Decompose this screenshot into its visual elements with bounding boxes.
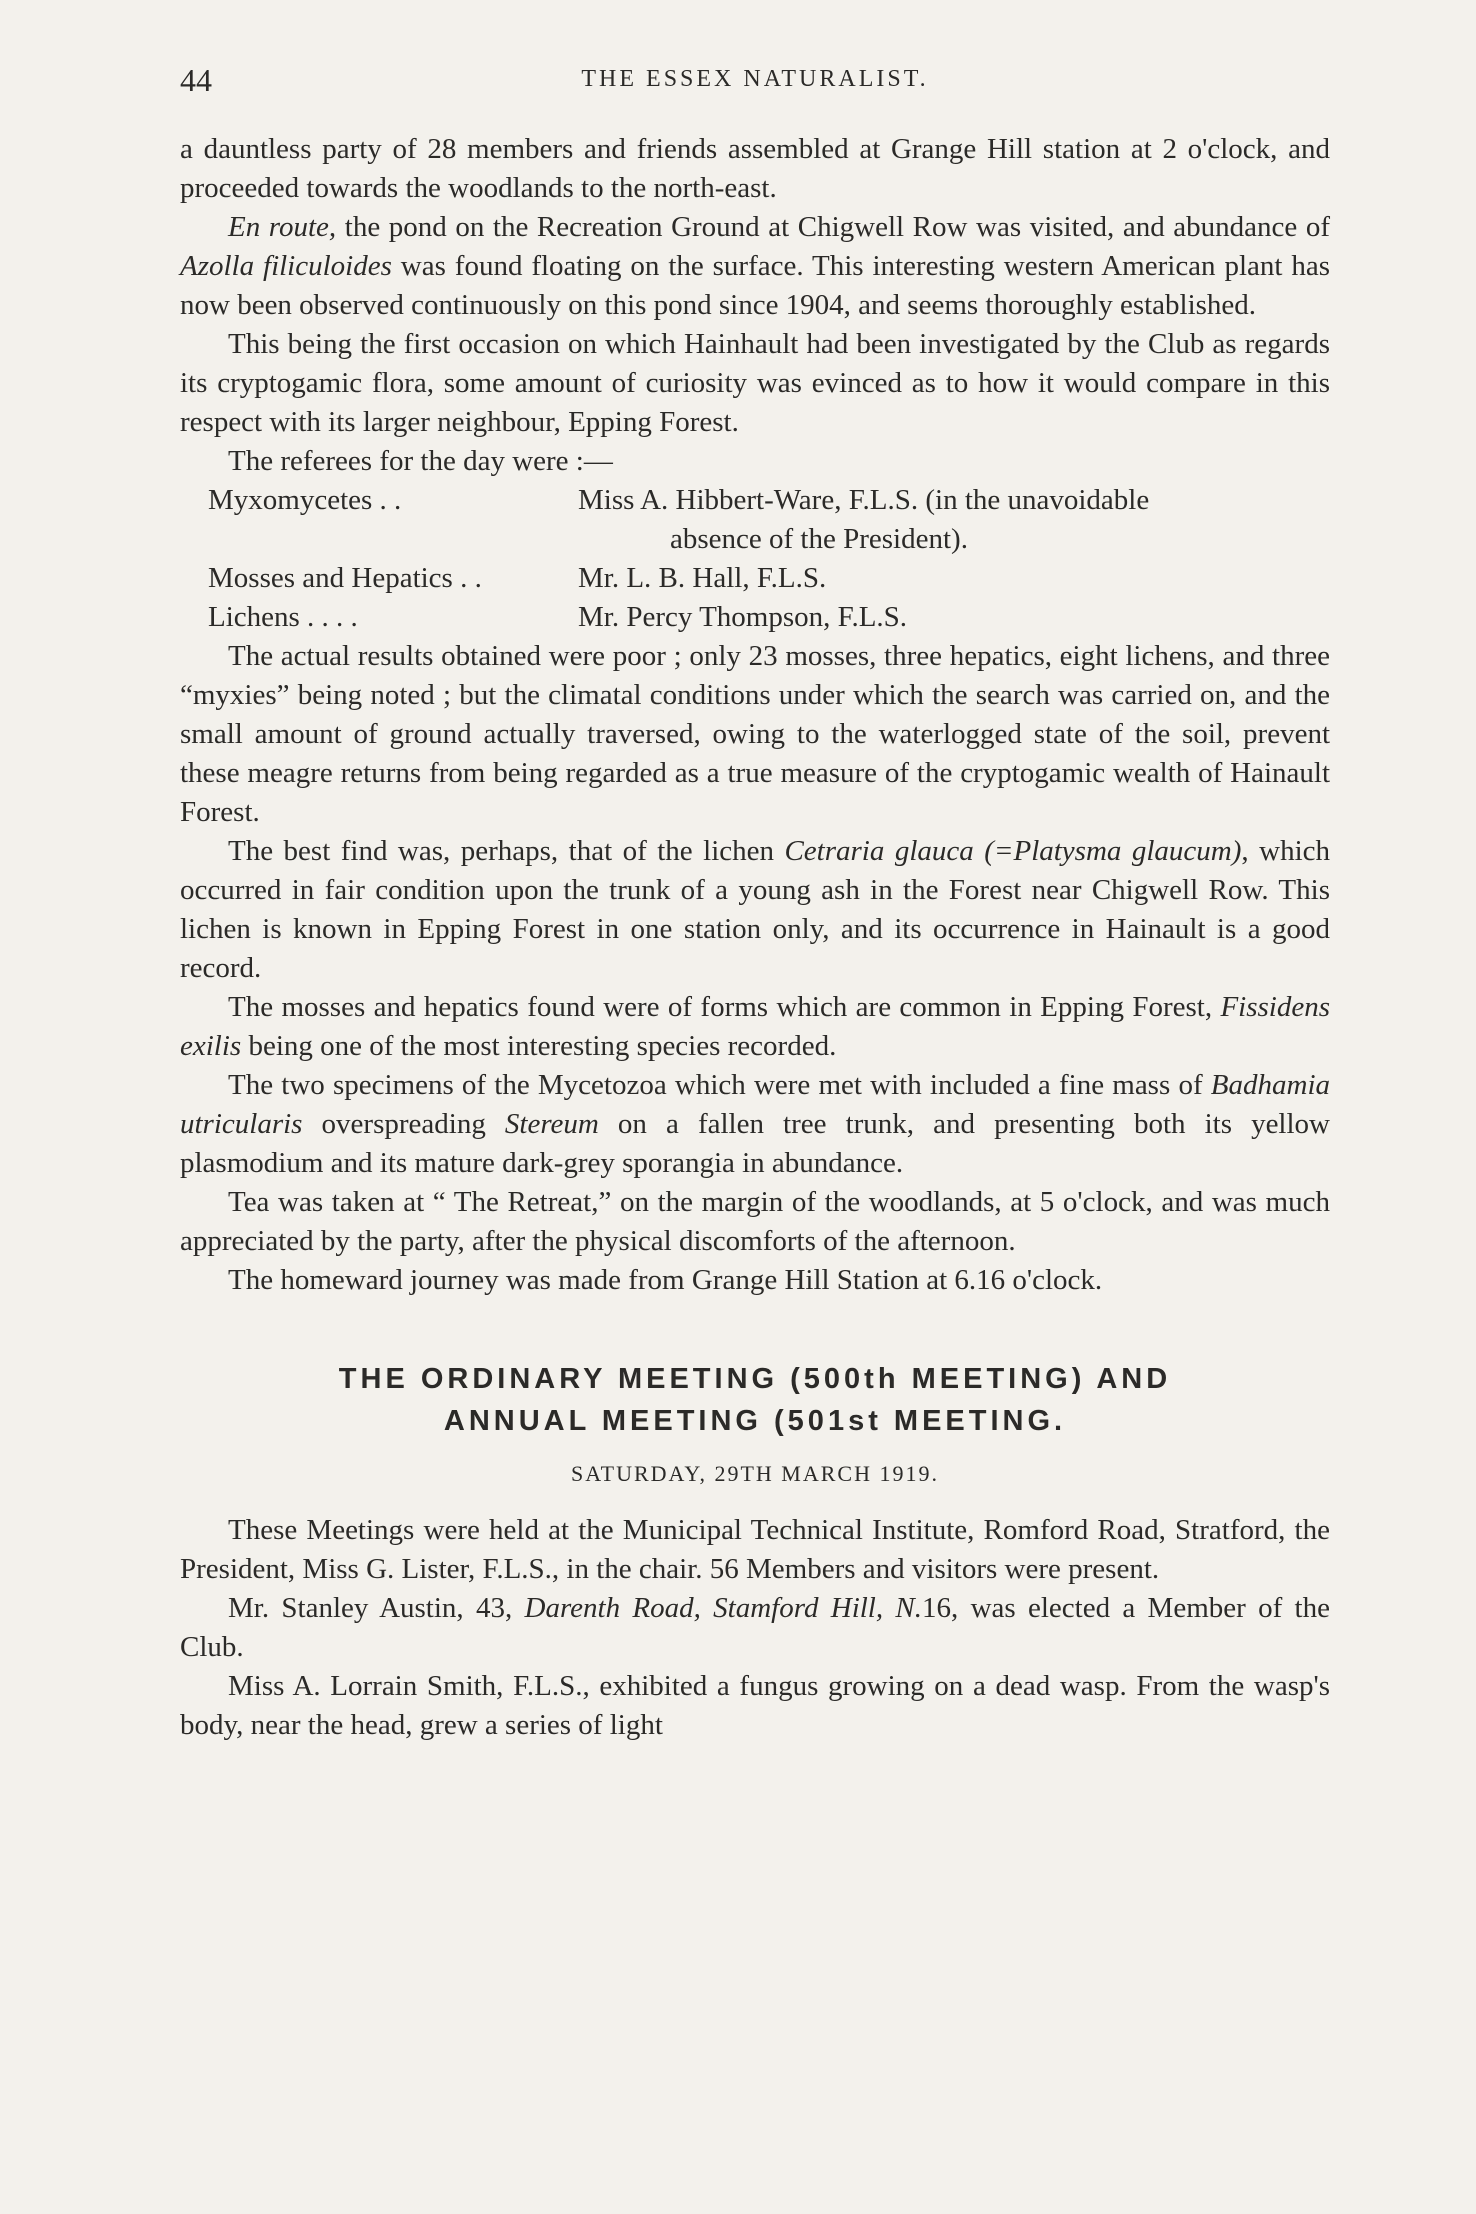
referees-list: [180, 481, 1330, 637]
platysma-synonym: (=Platysma glaucum): [973, 835, 1242, 867]
azolla-species: Azolla filiculoides: [180, 250, 392, 282]
paragraph-1: a dauntless party of 28 members and friends assembled at Grange Hill station at 2 o'clock, and proceeded towards the woodlands to the north-east.: [180, 133, 1330, 204]
referee-name: Miss A. Hibbert-Ware, F.L.S. (in the unavoidable: [578, 484, 1150, 516]
member-address: Darenth Road, Stamford Hill, N.: [524, 1592, 923, 1624]
meeting-paragraph-1: These Meetings were held at the Municipal Technical Institute, Romford Road, Stratford, the President, Miss G. Lister, F.L.S., in the chair. 56 Members and visitors were present.: [180, 1514, 1330, 1585]
paragraph-2-text-b: was found floating on the surface. This interesting western American plant has now been observed continuously on this pond since 1904, and seems thoroughly established.: [180, 250, 1330, 321]
meeting-date: SATURDAY, 29TH MARCH 1919.: [570, 1461, 939, 1486]
paragraph-8: [180, 1066, 1330, 1183]
referee-row: [208, 559, 1330, 598]
referee-name: Mr. Percy Thompson, F.L.S.: [578, 601, 908, 633]
paragraph-7-text-b: being one of the most interesting species recorded.: [241, 1030, 837, 1062]
referee-group: Lichens . . . .: [208, 601, 358, 633]
paragraph-6: [180, 832, 1330, 988]
stereum-genus: Stereum: [504, 1108, 599, 1140]
referee-row: [208, 598, 1330, 637]
paragraph-8-text-b: overspreading: [302, 1108, 505, 1140]
meeting-heading-line-2: ANNUAL MEETING (501st MEETING.: [443, 1405, 1067, 1437]
paragraph-8-text-a: The two specimens of the Mycetozoa which were met with included a fine mass of: [228, 1069, 1211, 1101]
referee-group: Myxomycetes . .: [208, 484, 402, 516]
paragraph-7: [180, 988, 1330, 1066]
paragraph-8-text-c: on a fallen tree trunk, and presenting both its yellow plasmodium and its mature dark-grey sporangia in abundance.: [180, 1108, 1330, 1179]
referee-name: Mr. L. B. Hall, F.L.S.: [578, 562, 827, 594]
paragraph-7-text-a: The mosses and hepatics found were of forms which are common in Epping Forest,: [228, 991, 1221, 1023]
paragraph-6-text-b: , which occurred in fair condition upon the trunk of a young ash in the Forest near Chigwell Row. This lichen is known in Epping Forest in one station only, and its occurrence in Hainault is a good record.: [180, 835, 1330, 984]
paragraph-5: The actual results obtained were poor ; only 23 mosses, three hepatics, eight lichens, and three “myxies” being noted ; but the climatal conditions under which the search was carried on, and the small amount of ground actually traversed, owing to the waterlogged state of the soil, prevent these meagre returns from being regarded as a true measure of the cryptogamic wealth of Hainault Forest.: [180, 640, 1330, 828]
meeting-paragraph-2-text-b: 16, was elected a Member of the Club.: [180, 1592, 1330, 1663]
cetraria-species: Cetraria glauca: [784, 835, 974, 867]
meeting-paragraph-2: [180, 1589, 1330, 1667]
referee-group: Mosses and Hepatics . .: [208, 562, 482, 594]
paragraph-9: Tea was taken at “ The Retreat,” on the margin of the woodlands, at 5 o'clock, and was much appreciated by the party, after the physical discomforts of the afternoon.: [180, 1186, 1330, 1257]
page-header: [180, 62, 1330, 106]
meeting-heading: [180, 1358, 1330, 1442]
referee-name-continuation: absence of the President).: [670, 523, 968, 555]
paragraph-10: The homeward journey was made from Grange Hill Station at 6.16 o'clock.: [228, 1264, 1103, 1296]
meeting-heading-line-1: THE ORDINARY MEETING (500th MEETING) AND: [338, 1363, 1172, 1395]
page-number: 44: [180, 62, 212, 98]
paragraph-2-text-a: the pond on the Recreation Ground at Chigwell Row was visited, and abundance of: [336, 211, 1331, 243]
meeting-paragraph-3: Miss A. Lorrain Smith, F.L.S., exhibited a fungus growing on a dead wasp. From the wasp's body, near the head, grew a series of light: [180, 1670, 1330, 1741]
running-head: THE ESSEX NATURALIST.: [581, 66, 929, 92]
badhamia-species: Badhamia utricularis: [180, 1069, 1330, 1140]
referee-row: [208, 481, 1330, 520]
meeting-paragraph-2-text-a: Mr. Stanley Austin, 43,: [228, 1592, 525, 1624]
page-body: [180, 130, 1330, 1745]
paragraph-2: [180, 208, 1330, 325]
paragraph-3: This being the first occasion on which Hainhault had been investigated by the Club as regards its cryptogamic flora, some amount of curiosity was evinced as to how it would compare in this respect with its larger neighbour, Epping Forest.: [180, 328, 1330, 438]
fissidens-species: Fissidens exilis: [180, 991, 1330, 1062]
en-route-italic: En route,: [228, 211, 337, 243]
paragraph-6-text-a: The best find was, perhaps, that of the lichen: [228, 835, 785, 867]
paragraph-4: The referees for the day were :—: [228, 445, 613, 477]
